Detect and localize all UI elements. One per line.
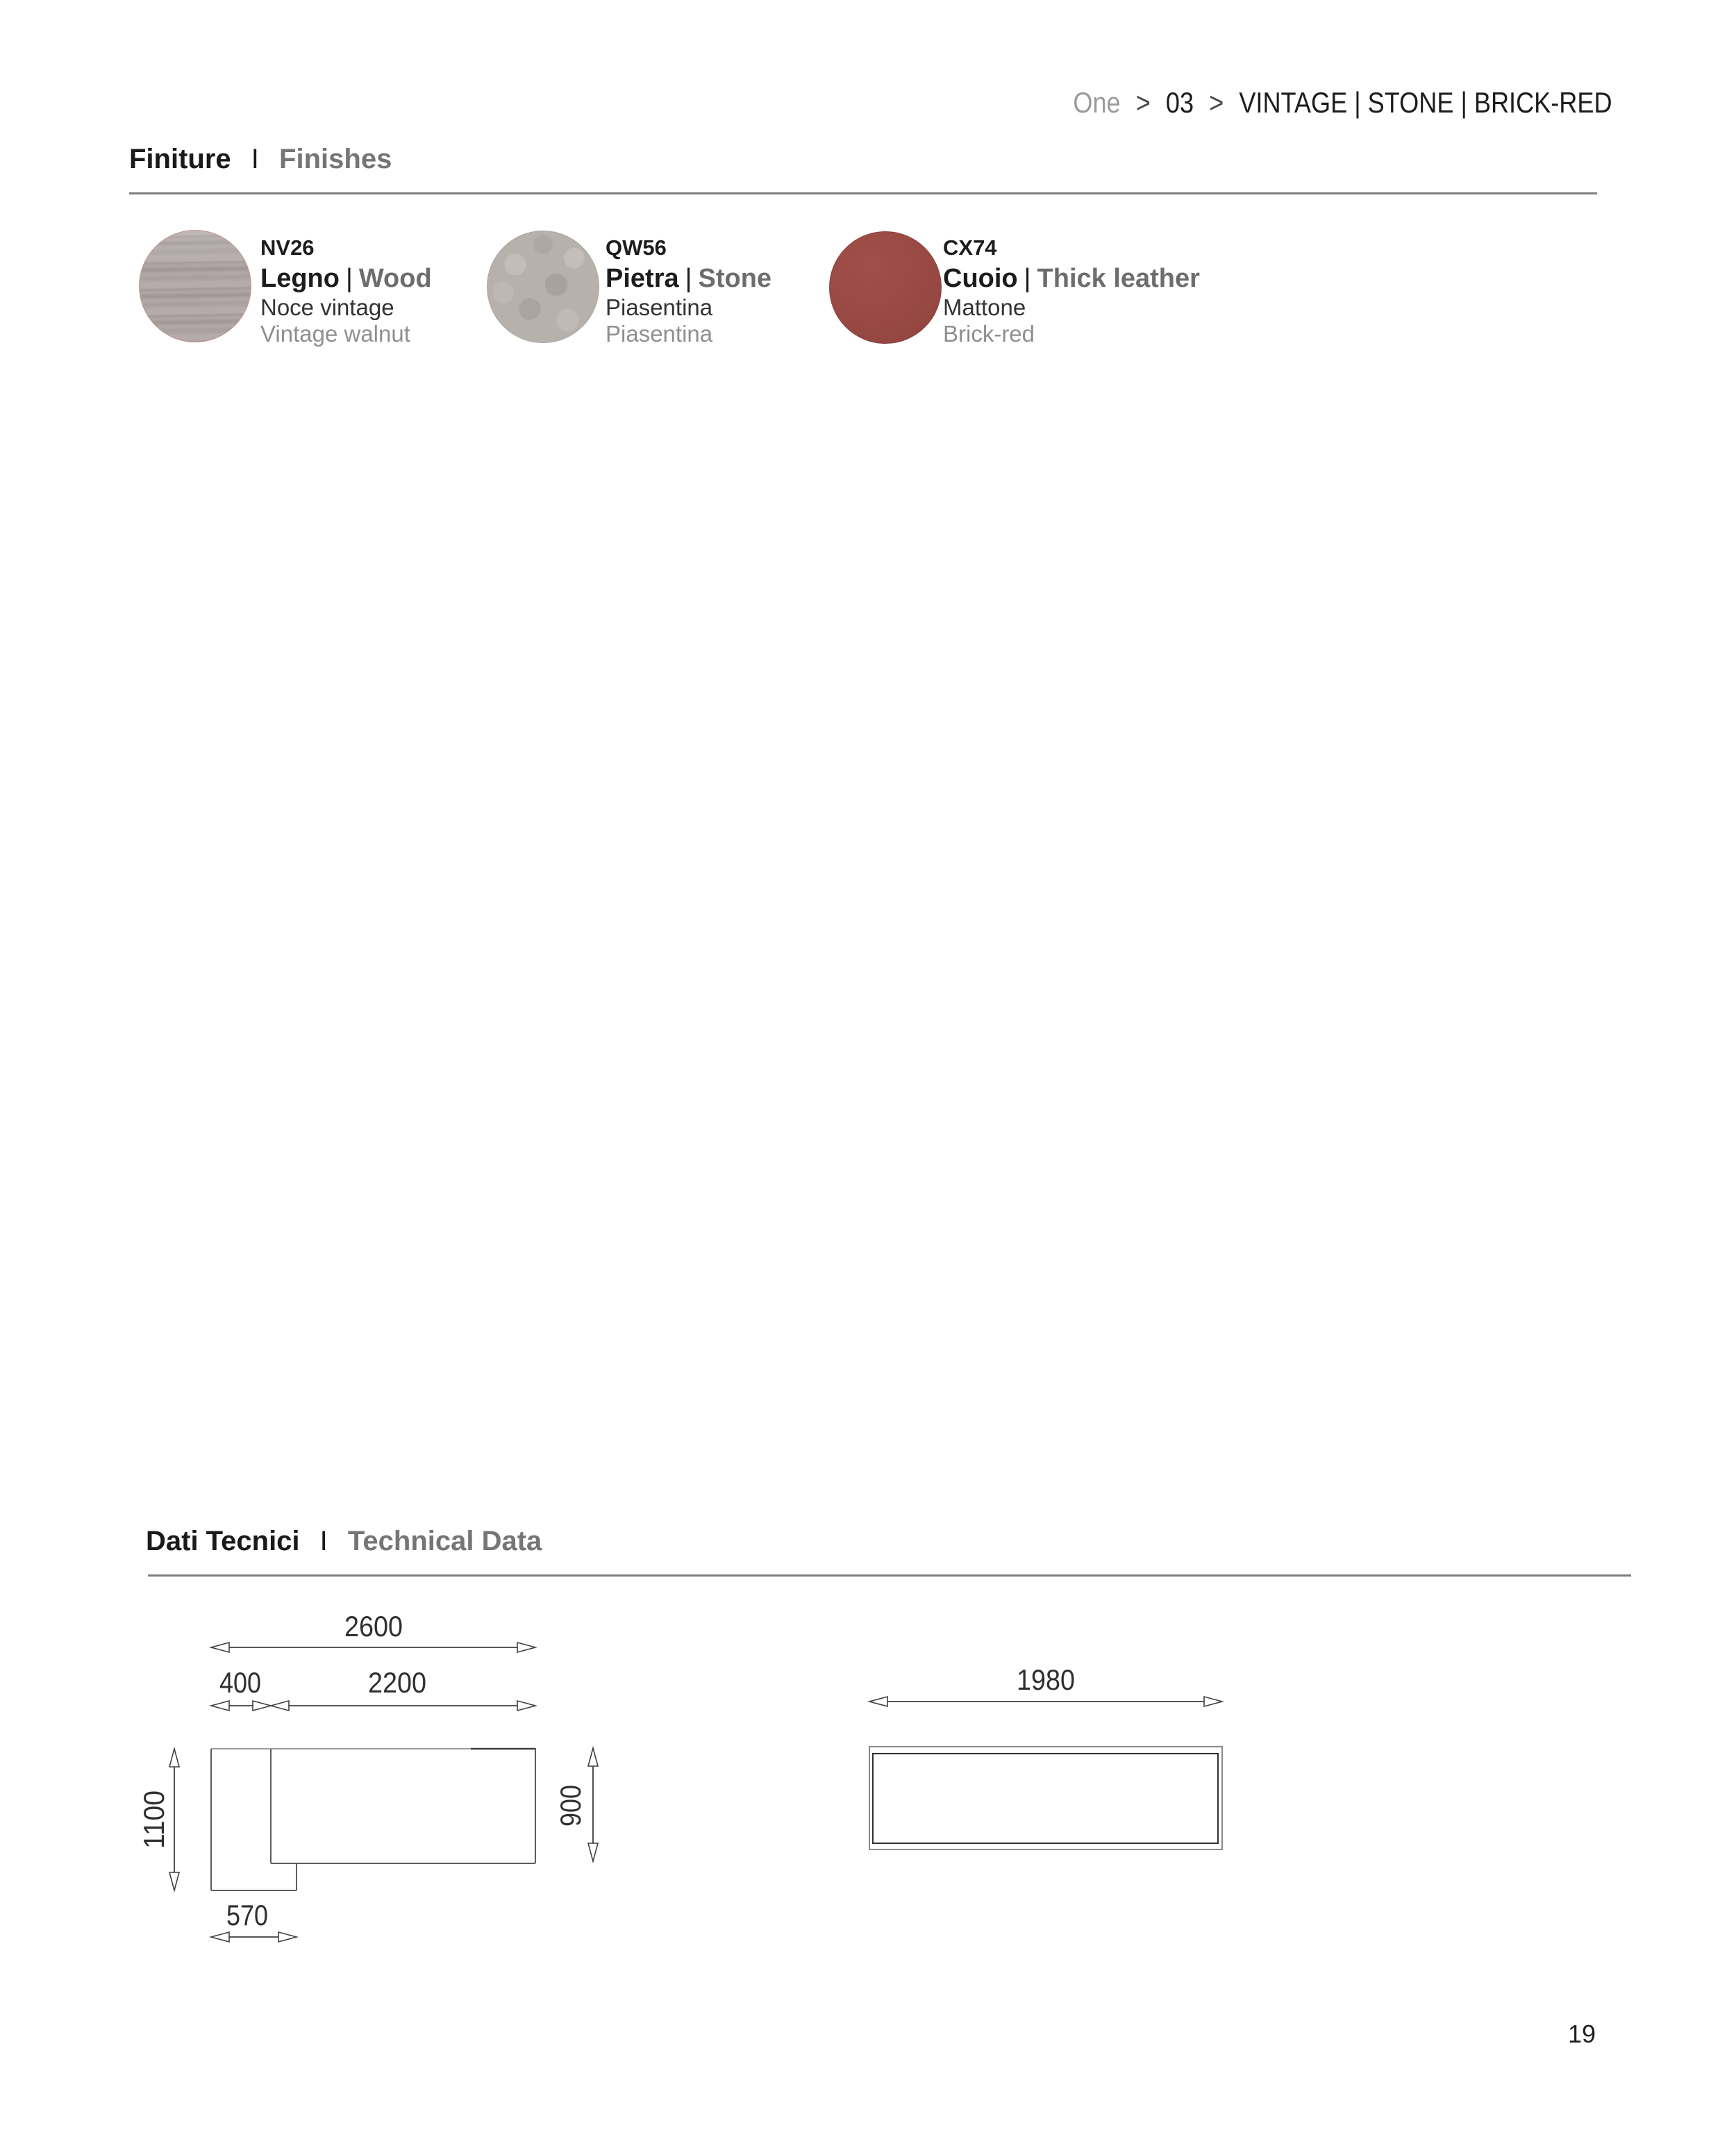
technical-title-italian: Dati Tecnici bbox=[146, 1526, 300, 1556]
swatch-material-pipe: | bbox=[1024, 264, 1031, 293]
swatch-material-english: Wood bbox=[358, 264, 432, 293]
dim-return-depth: 570 bbox=[226, 1899, 268, 1931]
swatch-material bbox=[260, 263, 432, 294]
swatch-material-pipe: | bbox=[685, 264, 692, 293]
swatch-code: QW56 bbox=[606, 235, 667, 260]
swatch-code: NV26 bbox=[260, 235, 315, 260]
swatch-material-english: Thick leather bbox=[1037, 264, 1200, 293]
finish-swatch-stone-image bbox=[487, 231, 599, 343]
swatch-name-italian: Mattone bbox=[943, 294, 1026, 320]
finishes-divider-rule bbox=[129, 192, 1597, 194]
swatch-code: CX74 bbox=[943, 235, 997, 260]
dim-total-depth: 1100 bbox=[137, 1786, 170, 1849]
swatch-name-english: Piasentina bbox=[606, 321, 713, 347]
breadcrumb-variant: VINTAGE | STONE | BRICK-RED bbox=[1239, 86, 1612, 119]
technical-title-separator: I bbox=[319, 1526, 328, 1556]
swatch-material-english: Stone bbox=[698, 264, 772, 293]
finish-swatch-leather-image bbox=[829, 231, 942, 344]
finish-swatch-stone-label bbox=[606, 233, 771, 347]
dim-top-depth: 900 bbox=[554, 1777, 587, 1827]
swatch-material-italian: Pietra bbox=[606, 264, 679, 293]
finish-swatch-wood-label bbox=[260, 233, 432, 347]
finishes-title-separator: I bbox=[251, 144, 259, 174]
swatch-material bbox=[943, 263, 1200, 294]
panel-top-view-drawing bbox=[869, 1663, 1222, 1849]
finish-swatch-leather-label bbox=[943, 233, 1200, 347]
dim-panel-width: 1980 bbox=[1017, 1663, 1075, 1696]
breadcrumb-text bbox=[1074, 86, 1612, 119]
swatch-material-italian: Cuoio bbox=[943, 264, 1018, 293]
technical-divider-rule bbox=[148, 1574, 1631, 1577]
swatch-material-pipe: | bbox=[345, 264, 353, 293]
swatch-name-italian: Piasentina bbox=[606, 294, 713, 320]
swatch-name-italian: Noce vintage bbox=[260, 294, 394, 320]
dim-top-width: 2200 bbox=[368, 1666, 426, 1699]
swatch-material bbox=[606, 263, 771, 294]
breadcrumb bbox=[985, 86, 1612, 119]
finishes-title-italian: Finiture bbox=[129, 144, 231, 174]
technical-drawings bbox=[104, 1597, 1319, 1959]
dim-total-width: 2600 bbox=[344, 1610, 403, 1643]
dim-return-width: 400 bbox=[219, 1666, 261, 1699]
swatch-name-english: Vintage walnut bbox=[260, 321, 410, 347]
breadcrumb-number: 03 bbox=[1166, 86, 1194, 119]
finishes-section-title bbox=[129, 143, 392, 175]
finish-swatch-wood-image bbox=[139, 230, 251, 342]
page-number: 19 bbox=[1568, 2020, 1596, 2048]
technical-title-english: Technical Data bbox=[347, 1526, 542, 1556]
technical-section-title bbox=[146, 1525, 542, 1557]
finishes-title-english: Finishes bbox=[279, 144, 392, 174]
swatch-material-italian: Legno bbox=[260, 264, 340, 293]
swatch-name-english: Brick-red bbox=[943, 321, 1035, 347]
breadcrumb-separator-icon: > bbox=[1209, 86, 1224, 119]
breadcrumb-collection: One bbox=[1073, 86, 1121, 119]
breadcrumb-separator-icon: > bbox=[1136, 86, 1151, 119]
desk-top-view-drawing bbox=[137, 1610, 598, 1942]
